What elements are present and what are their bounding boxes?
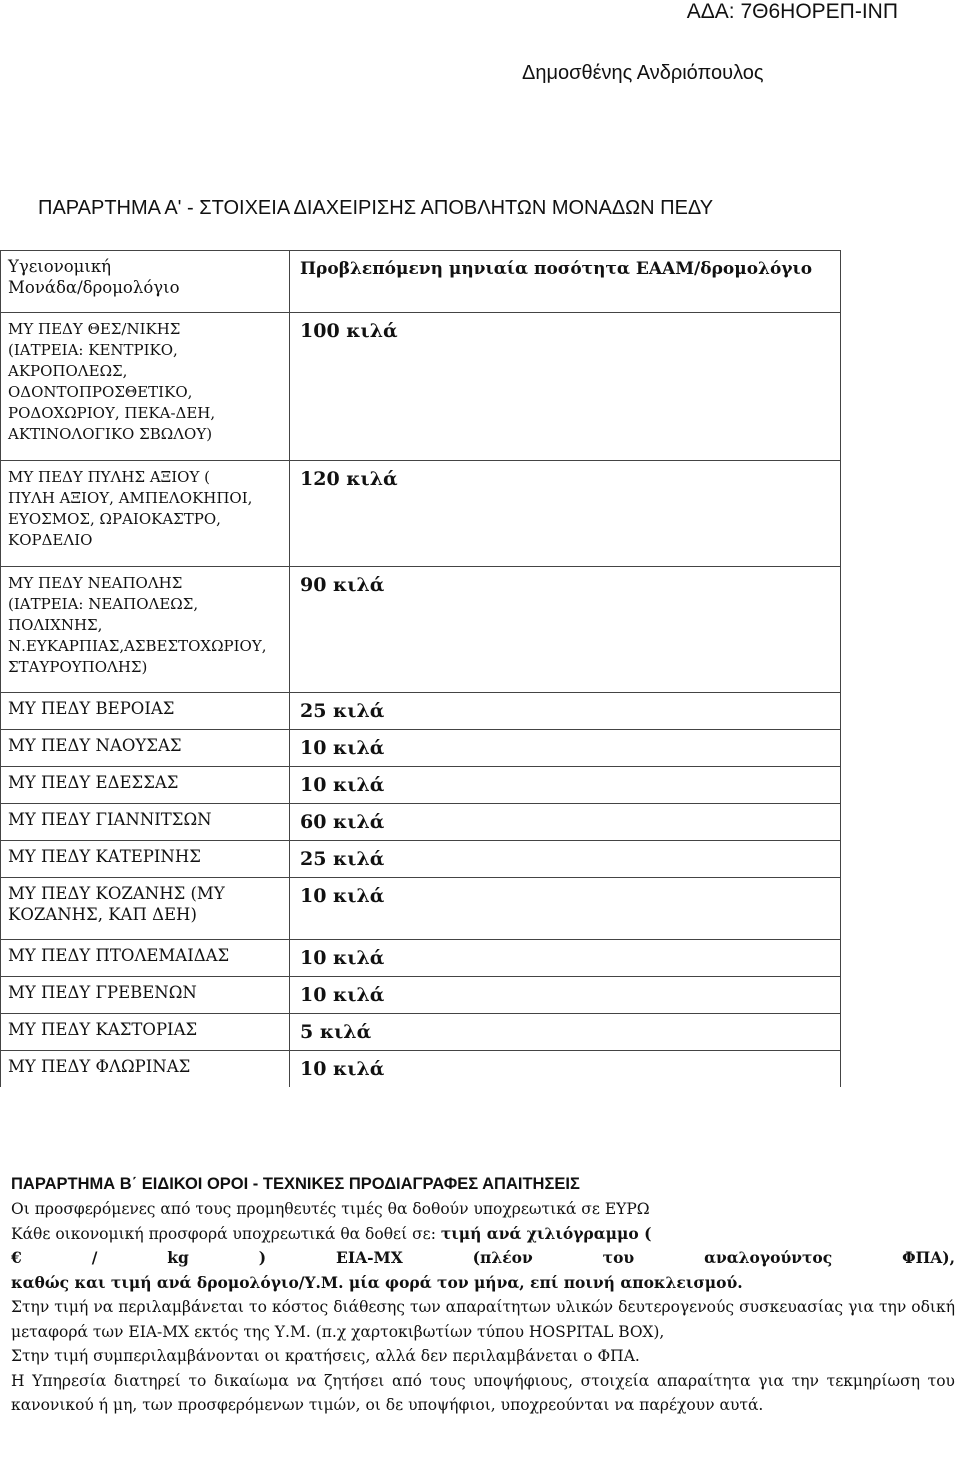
row-unit: ΜΥ ΠΕΔΥ ΚΑΤΕΡΙΝΗΣ <box>8 847 201 866</box>
table-row <box>1 767 841 804</box>
header-cell-unit <box>1 251 290 313</box>
row-qty: 5 κιλά <box>300 1021 372 1043</box>
row-qty: 60 κιλά <box>300 811 385 833</box>
row-qty: 10 κιλά <box>300 885 385 907</box>
row-unit: ΜΥ ΠΕΔΥ ΘΕΣ/ΝΙΚΗΣ (ΙΑΤΡΕΙΑ: ΚΕΝΤΡΙΚΟ, ΑΚΡΟΠΟΛΕΩΣ, ΟΔΟΝΤΟΠΡΟΣΘΕΤΙΚΟ, ΡΟΔΟΧΩΡΙΟΥ, ΠΕΚΑ-ΔΕΗ, ΑΚΤΙΝΟΛΟΓΙΚΟ ΣΒΩΛΟΥ) <box>8 320 216 443</box>
table-row <box>1 1051 841 1087</box>
row-unit: ΜΥ ΠΕΔΥ ΚΑΣΤΟΡΙΑΣ <box>8 1020 198 1039</box>
annex-b-paragraph-packaging: Στην τιμή να περιλαμβάνεται το κόστος διάθεσης των απαραίτητων υλικών δευτερογενούς συσκευασίας για την οδική μεταφορά των ΕΙΑ-ΜΧ εκτός της Υ.Μ. (π.χ χαρτοκιβωτίων τύπου HOSPITAL BOX), <box>11 1298 955 1341</box>
row-unit: ΜΥ ΠΕΔΥ ΒΕΡΟΙΑΣ <box>8 699 175 718</box>
offer-intro: Κάθε οικονομική προσφορά υποχρεωτικά θα δοθεί σε: <box>11 1224 441 1243</box>
row-qty: 10 κιλά <box>300 737 385 759</box>
annex-b-paragraph-vat: Στην τιμή συμπεριλαμβάνονται οι κρατήσεις, αλλά δεν περιλαμβάνεται ο ΦΠΑ. <box>11 1347 640 1365</box>
row-qty: 25 κιλά <box>300 848 385 870</box>
table-row <box>1 693 841 730</box>
table-row <box>1 313 841 461</box>
header-qty-label: Προβλεπόμενη μηνιαία ποσότητα ΕΑΑΜ/δρομολόγιο <box>300 259 813 279</box>
ada-code: ΑΔΑ: 7Θ6ΗΟΡΕΠ-ΙΝΠ <box>686 0 898 23</box>
signer-name: Δημοσθένης Ανδριόπουλος <box>522 62 764 84</box>
table-header-row <box>1 251 841 313</box>
table-row <box>1 977 841 1014</box>
table-row <box>1 878 841 940</box>
offer-price-per-kg: τιμή ανά χιλιόγραμμο ( <box>440 1223 652 1243</box>
table-row <box>1 730 841 767</box>
annex-b-paragraph-currency: Οι προσφερόμενες από τους προμηθευτές τιμές θα δοθούν υποχρεωτικά σε ΕΥΡΩ <box>11 1200 650 1218</box>
row-unit: ΜΥ ΠΕΔΥ ΝΕΑΠΟΛΗΣ (ΙΑΤΡΕΙΑ: ΝΕΑΠΟΛΕΩΣ, ΠΟΛΙΧΝΗΣ, Ν.ΕΥΚΑΡΠΙΑΣ,ΑΣΒΕΣΤΟΧΩΡΙΟΥ, ΣΤΑΥΡΟΥΠΟΛΗΣ) <box>8 574 267 676</box>
row-qty: 10 κιλά <box>300 947 385 969</box>
table-row <box>1 804 841 841</box>
row-qty: 90 κιλά <box>300 574 385 596</box>
annex-b-paragraph-offer <box>11 1222 955 1296</box>
table-row <box>1 940 841 977</box>
row-qty: 10 κιλά <box>300 774 385 796</box>
row-unit: ΜΥ ΠΕΔΥ ΝΑΟΥΣΑΣ <box>8 736 182 755</box>
annex-b-section <box>11 1171 955 1418</box>
annex-a-title: ΠΑΡΑΡΤΗΜΑ Α' - ΣΤΟΙΧΕΙΑ ΔΙΑΧΕΙΡΙΣΗΣ ΑΠΟΒΛΗΤΩΝ ΜΟΝΑΔΩΝ ΠΕΔΥ <box>38 197 714 219</box>
offer-line-1 <box>11 1222 955 1247</box>
table-row <box>1 1014 841 1051</box>
waste-table <box>0 250 841 1087</box>
offer-line-2: € / kg ) ΕΙΑ-ΜΧ (πλέον του αναλογούντος ΦΠΑ), <box>11 1248 955 1267</box>
table-row <box>1 841 841 878</box>
row-unit: ΜΥ ΠΕΔΥ ΕΔΕΣΣΑΣ <box>8 773 179 792</box>
row-unit: ΜΥ ΠΕΔΥ ΠΤΟΛΕΜΑΙΔΑΣ <box>8 946 230 965</box>
row-unit: ΜΥ ΠΕΔΥ ΦΛΩΡΙΝΑΣ <box>8 1057 191 1076</box>
table-row <box>1 461 841 567</box>
row-qty: 100 κιλά <box>300 320 398 342</box>
header-cell-qty <box>290 251 841 313</box>
offer-line-3: καθώς και τιμή ανά δρομολόγιο/Υ.Μ. μία φορά τον μήνα, επί ποινή αποκλεισμού. <box>11 1272 743 1292</box>
row-qty: 10 κιλά <box>300 984 385 1006</box>
row-qty: 10 κιλά <box>300 1058 385 1080</box>
table-row <box>1 567 841 693</box>
row-unit: ΜΥ ΠΕΔΥ ΓΡΕΒΕΝΩΝ <box>8 983 197 1002</box>
row-unit: ΜΥ ΠΕΔΥ ΓΙΑΝΝΙΤΣΩΝ <box>8 810 212 829</box>
annex-b-paragraph-justification: Η Υπηρεσία διατηρεί το δικαίωμα να ζητήσει από τους υποψήφιους, στοιχεία απαραίτητα για την τεκμηρίωση του κανονικού ή μη, των προσφερόμενων τιμών, οι δε υποψήφιοι, υποχρεούνται να παρέχουν αυτά. <box>11 1371 955 1414</box>
row-qty: 120 κιλά <box>300 468 398 490</box>
row-unit: ΜΥ ΠΕΔΥ ΠΥΛΗΣ ΑΞΙΟΥ ( ΠΥΛΗ ΑΞΙΟΥ, ΑΜΠΕΛΟΚΗΠΟΙ, ΕΥΟΣΜΟΣ, ΩΡΑΙΟΚΑΣΤΡΟ, ΚΟΡΔΕΛΙΟ <box>8 468 253 549</box>
annex-b-title: ΠΑΡΑΡΤΗΜΑ Β΄ ΕΙΔΙΚΟΙ ΟΡΟΙ - ΤΕΧΝΙΚΕΣ ΠΡΟΔΙΑΓΡΑΦΕΣ ΑΠΑΙΤΗΣΕΙΣ <box>11 1175 580 1193</box>
row-unit: ΜΥ ΠΕΔΥ ΚΟΖΑΝΗΣ (ΜΥ ΚΟΖΑΝΗΣ, ΚΑΠ ΔΕΗ) <box>8 884 225 924</box>
row-qty: 25 κιλά <box>300 700 385 722</box>
header-unit-label: Υγειονομική Μονάδα/δρομολόγιο <box>8 257 180 297</box>
